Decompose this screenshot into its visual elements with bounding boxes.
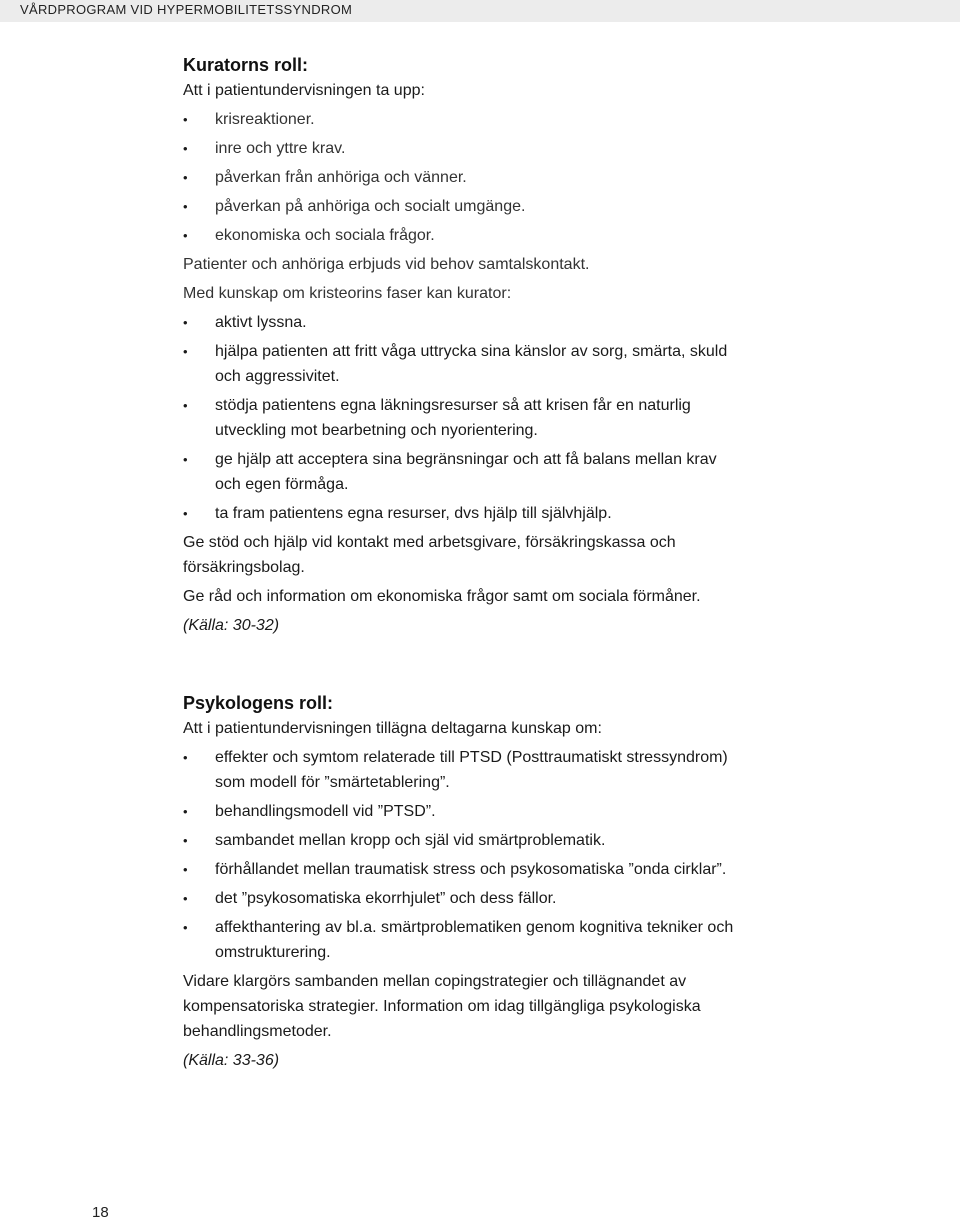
bullet-icon: • xyxy=(183,398,188,413)
bullet-icon: • xyxy=(183,141,188,156)
list-item: • ge hjälp att acceptera sina begränsningar och att få balans mellan krav och egen förmåga. xyxy=(183,447,743,497)
list-item: • påverkan på anhöriga och socialt umgänge. xyxy=(183,194,743,219)
kurator-topic-list xyxy=(183,107,743,248)
list-item: • förhållandet mellan traumatisk stress och psykosomatiska ”onda cirklar”. xyxy=(183,857,743,882)
psykolog-intro: Att i patientundervisningen tillägna deltagarna kunskap om: xyxy=(183,720,602,737)
running-header-title: VÅRDPROGRAM VID HYPERMOBILITETSSYNDROM xyxy=(20,2,353,17)
bullet-icon: • xyxy=(183,804,188,819)
list-item: • effekter och symtom relaterade till PTSD (Posttraumatiskt stressyndrom) som modell för ”smärtetablering”. xyxy=(183,745,743,795)
kurator-contact: Patienter och anhöriga erbjuds vid behov samtalskontakt. xyxy=(183,256,590,273)
list-item: • stödja patientens egna läkningsresurser så att krisen får en naturlig utveckling mot bearbetning och nyorientering. xyxy=(183,393,743,443)
bullet-icon: • xyxy=(183,315,188,330)
psykolog-source: (Källa: 33-36) xyxy=(183,1052,280,1069)
running-header xyxy=(0,0,960,22)
psykolog-summary: Vidare klargörs sambanden mellan copingstrategier och tillägnandet av kompensatoriska strategier. Information om idag tillgängliga psykologiska behandlingsmetoder. xyxy=(183,973,701,1040)
kurator-action-list xyxy=(183,310,743,526)
list-item: • hjälpa patienten att fritt våga uttrycka sina känslor av sorg, smärta, skuld och aggressivitet. xyxy=(183,339,743,389)
section-spacer xyxy=(183,642,743,690)
bullet-icon: • xyxy=(183,891,188,906)
kurator-crisis-intro: Med kunskap om kristeorins faser kan kurator: xyxy=(183,285,512,302)
page-content xyxy=(183,52,743,1077)
kurator-section xyxy=(183,52,743,638)
list-item: • det ”psykosomatiska ekorrhjulet” och dess fällor. xyxy=(183,886,743,911)
bullet-icon: • xyxy=(183,750,188,765)
list-item: • affekthantering av bl.a. smärtproblematiken genom kognitiva tekniker och omstrukturering. xyxy=(183,915,743,965)
bullet-icon: • xyxy=(183,228,188,243)
bullet-icon: • xyxy=(183,344,188,359)
list-item: • påverkan från anhöriga och vänner. xyxy=(183,165,743,190)
list-item: • krisreaktioner. xyxy=(183,107,743,132)
list-item: • behandlingsmodell vid ”PTSD”. xyxy=(183,799,743,824)
psykolog-heading: Psykologens roll: xyxy=(183,693,334,713)
list-item: • aktivt lyssna. xyxy=(183,310,743,335)
kurator-source: (Källa: 30-32) xyxy=(183,617,280,634)
bullet-icon: • xyxy=(183,452,188,467)
psykolog-topic-list xyxy=(183,745,743,965)
psykolog-section xyxy=(183,690,743,1073)
list-item: • ekonomiska och sociala frågor. xyxy=(183,223,743,248)
bullet-icon: • xyxy=(183,833,188,848)
bullet-icon: • xyxy=(183,170,188,185)
bullet-icon: • xyxy=(183,862,188,877)
list-item: • sambandet mellan kropp och själ vid smärtproblematik. xyxy=(183,828,743,853)
kurator-advice: Ge råd och information om ekonomiska frågor samt om sociala förmåner. xyxy=(183,588,701,605)
kurator-intro: Att i patientundervisningen ta upp: xyxy=(183,82,425,99)
page-number: 18 xyxy=(92,1204,109,1221)
list-item: • inre och yttre krav. xyxy=(183,136,743,161)
list-item: • ta fram patientens egna resurser, dvs hjälp till självhjälp. xyxy=(183,501,743,526)
bullet-icon: • xyxy=(183,506,188,521)
kurator-heading: Kuratorns roll: xyxy=(183,55,309,75)
bullet-icon: • xyxy=(183,199,188,214)
bullet-icon: • xyxy=(183,920,188,935)
kurator-support: Ge stöd och hjälp vid kontakt med arbetsgivare, försäkringskassa och försäkringsbolag. xyxy=(183,534,676,576)
bullet-icon: • xyxy=(183,112,188,127)
